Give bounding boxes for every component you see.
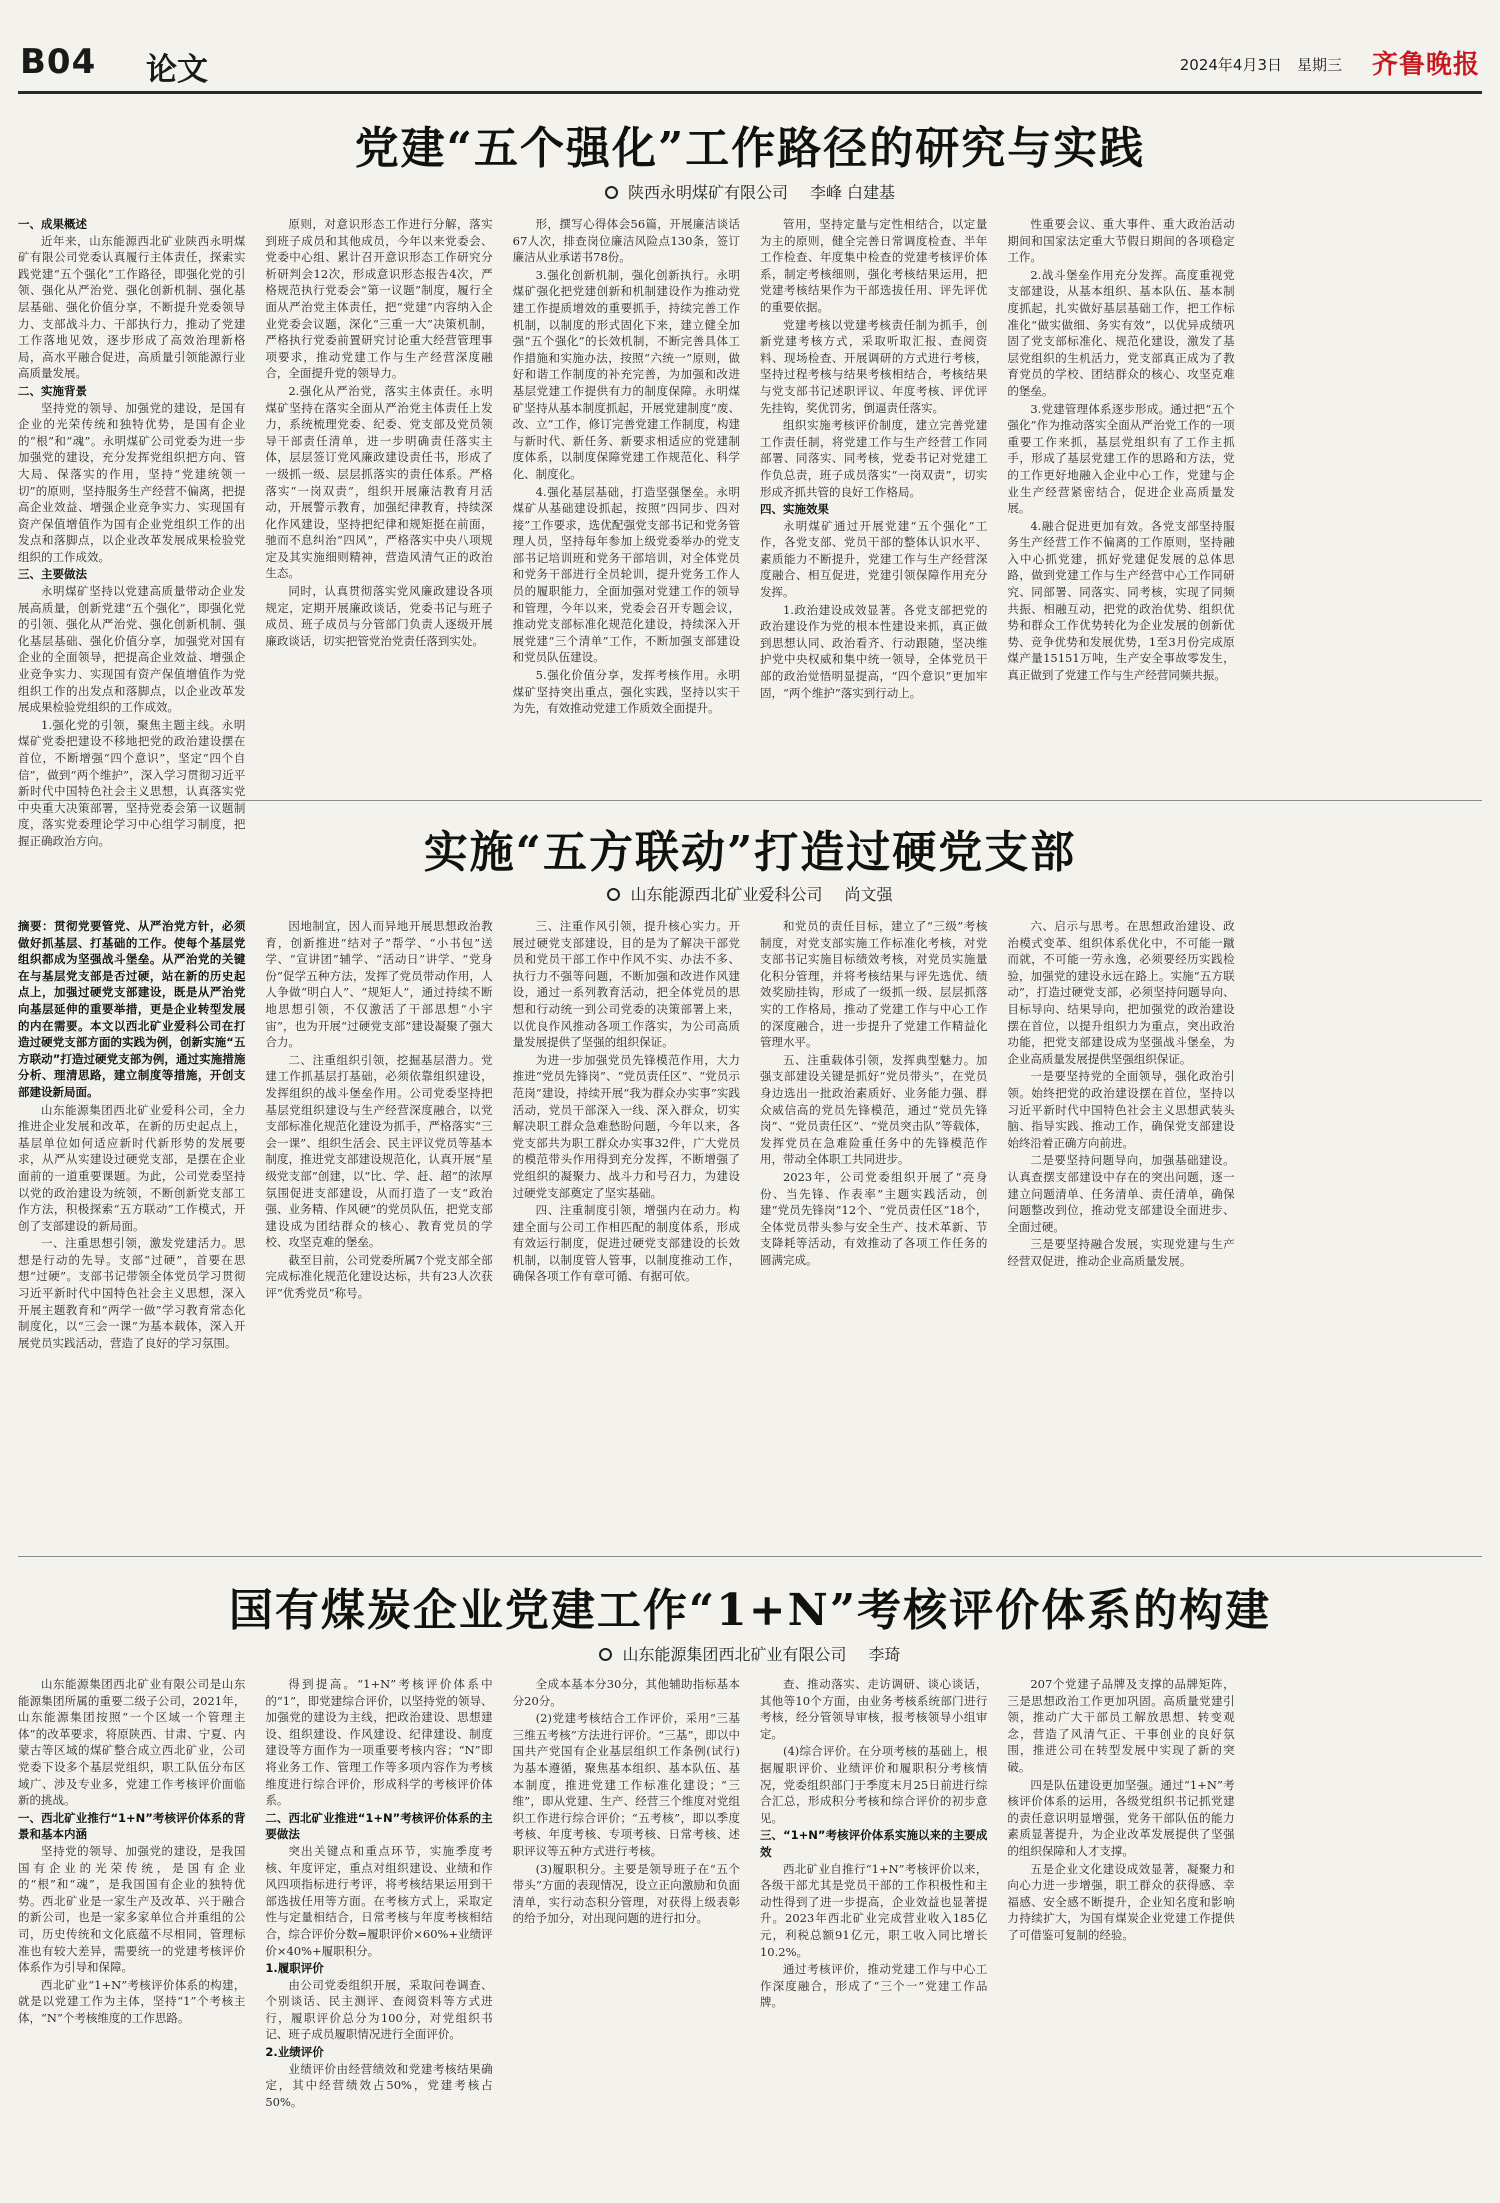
body-paragraph: 1.政治建设成效显著。各党支部把党的政治建设作为党的根本性建设来抓，真正做到思想认同、政治看齐、行动跟随，坚决维护党中央权威和集中统一领导，全体党员干部的政治觉悟明显提高，“四个意识”更加牢固，“两个维护”落实到行动上。 bbox=[759, 602, 988, 700]
body-paragraph: 四、注重制度引领，增强内在动力。构建全面与公司工作相匹配的制度体系，形成有效运行制度，促进过硬党支部建设的长效机制，以制度管人管事，以制度推动工作，确保各项工作有章可循、有据可依。 bbox=[512, 1203, 740, 1284]
text-column bbox=[265, 1676, 492, 2188]
byline-authors: 李峰 白建基 bbox=[809, 183, 896, 202]
body-paragraph: 坚持党的领导、加强党的建设，是我国国有企业的光荣传统，是国有企业的“根”和“魂”，是我国国有企业的独特优势。西北矿业是一家生产及改革、兴于融合的新公司，也是一家多家单位合并重组的公司，历史传统和文化底蕴不尽相同，管理标准也有较大差异，需要统一的党建考核评价体系作为引导和保障。 bbox=[18, 1843, 246, 1975]
section-heading: 1.履职评价 bbox=[265, 1961, 324, 1976]
text-column bbox=[513, 918, 740, 1544]
text-column bbox=[760, 918, 987, 1544]
issue-weekday: 星期三 bbox=[1296, 56, 1342, 74]
article-headline: 国有煤炭企业党建工作“1+N”考核评价体系的构建 bbox=[228, 1585, 1272, 1636]
body-paragraph: 和党员的责任目标，建立了“三级”考核制度，对党支部实施工作标准化考核，对党支部书记实施目标绩效考核，对党员实施量化积分管理，并将考核结果与评先选优、绩效奖励挂钩，形成了一级抓一级、层层抓落实的工作格局，推动了党建工作与中心工作的深度融合，进一步提升了党建工作精益化管理水平。 bbox=[759, 919, 988, 1050]
body-paragraph: 管用，坚持定量与定性相结合，以定量为主的原则，健全完善日常调度检查、半年工作检查、年度集中检查的党建考核评价体系，制定考核细则，强化考核结果运用，把党建考核结果作为干部选拔任用、评先评优的重要依据。 bbox=[759, 217, 988, 314]
text-column bbox=[513, 1676, 740, 2188]
body-paragraph: 4.融合促进更加有效。各党支部坚持服务生产经营工作不偏离的工作原则，坚持融入中心抓党建，抓好党建促发展的总体思路，做到党建工作与生产经营中心工作同研究、同部署、同落实、同考核，实现了同频共振、相融互动，把党的政治优势、组织优势和群众工作优势转化为企业发展的创新优势、竞争优势和发展优势，1至3月份完成原煤产量15151万吨，生产安全事故零发生，真正做到了党建工作与生产经营同频共振。 bbox=[1007, 518, 1235, 683]
article-body bbox=[18, 216, 1482, 848]
body-paragraph: 查、推动落实、走访调研、谈心谈话，其他等10个方面，由业务考核系统部门进行考核，经分管领导审核，报考核领导小组审定。 bbox=[759, 1677, 988, 1741]
body-paragraph: 形，撰写心得体会56篇，开展廉洁谈话67人次，排查岗位廉洁风险点130条，签订廉洁从业承诺书78份。 bbox=[512, 217, 740, 265]
text-column bbox=[513, 216, 740, 851]
body-paragraph: 207个党建子品牌及支撑的品牌矩阵，三是思想政治工作更加巩固。高质量党建引领，推动广大干部员工解放思想、转变观念，营造了风清气正、干事创业的良好氛围，推进公司在转型发展中实现了新的突破。 bbox=[1007, 1677, 1235, 1774]
body-paragraph: 四是队伍建设更加坚强。通过“1+N”考核评价体系的运用，各级党组织书记抓党建的责任意识明显增强，党务干部队伍的能力素质显著提升，为企业改革发展提供了坚强的组织保障和人才支撑。 bbox=[1007, 1777, 1235, 1858]
article-body bbox=[18, 918, 1482, 1544]
text-column bbox=[760, 1676, 987, 2188]
body-paragraph: 全成本基本分30分，其他辅助指标基本分20分。 bbox=[512, 1677, 740, 1708]
body-paragraph: 3.强化创新机制，强化创新执行。永明煤矿强化把党建创新和机制建设作为推动党建工作提质增效的重要抓手，持续完善工作机制，以制度的形式固化下来，建立健全加强“五个强化”的长效机制，不断完善具体工作措施和实施办法，按照“六统一”原则，做好和谐工作制度的补充完善，为加强和改进基层党建工作提供有力的制度保障。永明煤矿坚持从基本制度抓起，开展党建制度“废、改、立”工作，修订完善党建工作制度，构建与新时代、新任务、新要求相适应的党建制度体系，以制度保障党建工作规范化、科学化、制度化。 bbox=[512, 267, 740, 481]
article-3 bbox=[18, 1574, 1482, 2192]
text-column bbox=[760, 216, 987, 851]
body-paragraph: 山东能源集团西北矿业爱科公司，全力推进企业发展和改革，在新的历史起点上，基层单位如何适应新时代新形势的发展要求，从严从实建设过硬党支部，是摆在企业面前的一道重要课题。为此，公司党委坚持以党的政治建设为统领，不断创新党支部工作方法，积极探索“五方联动”工作模式，开创了支部建设的新局面。 bbox=[18, 1102, 246, 1233]
body-paragraph: 五是企业文化建设成效显著，凝聚力和向心力进一步增强，职工群众的获得感、幸福感、安全感不断提升，企业知名度和影响力持续扩大，为国有煤炭企业党建工作提供了可借鉴可复制的经验。 bbox=[1007, 1861, 1235, 1942]
body-paragraph: 西北矿业“1+N”考核评价体系的构建，就是以党建工作为主体，坚持“1”个考核主体，“N”个考核维度的工作思路。 bbox=[18, 1977, 246, 2025]
body-paragraph: 4.强化基层基础，打造坚强堡垒。永明煤矿从基础建设抓起，按照“四同步、四对接”工作要求，选优配强党支部书记和党务管理人员，坚持每年参加上级党委举办的党支部书记培训班和党务干部培训，对全体党员和党务干部进行全员轮训，提升党务工作人员的履职能力，全面加强对党建工作的领导和管理，今年以来，党委会召开专题会议，推动党支部标准化规范化建设，持续深入开展党建“三个清单”工作，不断加强支部建设和党员队伍建设。 bbox=[512, 484, 740, 665]
text-column bbox=[265, 216, 492, 851]
body-paragraph: 截至目前，公司党委所属7个党支部全部完成标准化规范化建设达标，共有23人次获评“优秀党员”称号。 bbox=[265, 1252, 493, 1301]
section-heading: 一、成果概述 bbox=[18, 217, 87, 231]
body-paragraph: 1.强化党的引领，聚焦主题主线。永明煤矿党委把建设不移地把党的政治建设摆在首位，不断增强“四个意识”，坚定“四个自信”，做到“两个维护”，深入学习贯彻习近平新时代中国特色社会主义思想，认真落实党中央重大决策部署，坚持党委会第一议题制度，落实党委理论学习中心组学习制度，把握正确政治方向。 bbox=[18, 717, 246, 848]
body-paragraph: 通过考核评价，推动党建工作与中心工作深度融合，形成了“三个一”党建工作品牌。 bbox=[759, 1962, 988, 2010]
section-heading: 三、“1+N”考核评价体系实施以来的主要成效 bbox=[759, 1828, 988, 1859]
byline-circle-icon bbox=[599, 1648, 612, 1661]
body-paragraph: 二、注重组织引领，挖掘基层潜力。党建工作抓基层打基础，必须依靠组织建设，发挥组织的战斗堡垒作用。公司党委坚持把基层党组织建设与生产经营深度融合，以党支部标准化规范化建设为抓手，严格落实“三会一课”、组织生活会、民主评议党员等基本制度，推进党支部建设规范化，认真开展“星级党支部”创建，以“比、学、赶、超”的浓厚氛围促进支部建设，从而打造了一支“政治强、业务精、作风硬”的党员队伍，把党支部建设成为团结群众的核心、教育党员的学校、攻坚克难的堡垒。 bbox=[265, 1052, 493, 1250]
text-column bbox=[1007, 918, 1234, 1544]
body-paragraph: 2.强化从严治党，落实主体责任。永明煤矿坚持在落实全面从严治党主体责任上发力，系统梳理党委、纪委、党支部及党员领导干部责任清单，进一步明确责任落实主体，层层签订党风廉政建设责任书，形成了一级抓一级、层层抓落实的责任体系。严格落实“一岗双责”，组织开展廉洁教育月活动，开展警示教育，加强纪律教育，持续深化作风建设，坚持把纪律和规矩挺在前面，驰而不息纠治“四风”，严格落实中央八项规定及其实施细则精神，营造风清气正的政治生态。 bbox=[265, 383, 493, 581]
body-paragraph: 一是要坚持党的全面领导，强化政治引领。始终把党的政治建设摆在首位，坚持以习近平新时代中国特色社会主义思想武装头脑、指导实践、推动工作，确保党支部建设始终沿着正确方向前进。 bbox=[1007, 1069, 1235, 1150]
body-paragraph: 二是要坚持问题导向，加强基础建设。认真查摆支部建设中存在的突出问题，逐一建立问题清单、任务清单、责任清单，确保问题整改到位，推动党支部建设全面进步、全面过硬。 bbox=[1007, 1153, 1235, 1234]
body-paragraph: 为进一步加强党员先锋模范作用，大力推进“党员先锋岗”、“党员责任区”、“党员示范岗”建设，持续开展“我为群众办实事”实践活动，党员干部深入一线、深入群众，切实解决职工群众急难愁盼问题，今年以来，各党支部共为职工群众办实事32件，广大党员的模范带头作用得到充分发挥，不断增强了党组织的凝聚力、战斗力和号召力，为建设过硬党支部奠定了坚实基础。 bbox=[512, 1052, 740, 1200]
article-2 bbox=[18, 812, 1482, 1550]
body-paragraph: 坚持党的领导、加强党的建设，是国有企业的光荣传统和独特优势，是国有企业的“根”和“魂”。永明煤矿公司党委为进一步加强党的建设，充分发挥党组织把方向、管大局、保落实的作用，坚持“党建统领一切”的原则，坚持服务生产经营不偏离，把提高企业效益、增强企业竞争实力、实现国有资产保值增值作为国有企业党组织工作的出发点和落脚点，以企业改革发展成果检验党组织的工作成效。 bbox=[18, 400, 246, 564]
article-headline: 党建“五个强化”工作路径的研究与实践 bbox=[354, 123, 1146, 174]
body-paragraph: 由公司党委组织开展，采取问卷调查、个别谈话、民主测评、查阅资料等方式进行，履职评价总分为100分，对党组织书记、班子成员履职情况进行全面评价。 bbox=[265, 1977, 493, 2042]
body-paragraph: 因地制宜，因人而异地开展思想政治教育，创新推进“结对子”帮学、“小书包”送学、“宣讲团”辅学、“活动日”讲学、“党身份”促学五种方法，发挥了党员带动作用，人人争做“明白人”、“规矩人”，通过持续不断地思想引领，不仅激活了干部思想“小宇宙”，也为开展“过硬党支部”建设凝聚了强大合力。 bbox=[265, 919, 493, 1050]
page-masthead bbox=[18, 38, 1482, 94]
byline-authors: 尚文强 bbox=[844, 885, 893, 904]
text-column bbox=[18, 216, 245, 851]
text-column bbox=[18, 918, 245, 1544]
body-paragraph: 三是要坚持融合发展，实现党建与生产经营双促进，推动企业高质量发展。 bbox=[1007, 1237, 1235, 1268]
text-column bbox=[1255, 216, 1482, 851]
body-paragraph: 2023年，公司党委组织开展了“亮身份、当先锋、作表率”主题实践活动，创建“党员先锋岗”12个、“党员责任区”18个，全体党员带头参与安全生产、技术革新、节支降耗等活动，有效推动了各项工作任务的圆满完成。 bbox=[759, 1169, 988, 1267]
section-heading: 二、西北矿业推进“1+N”考核评价体系的主要做法 bbox=[265, 1810, 493, 1842]
section-name: 论文 bbox=[146, 52, 208, 88]
body-paragraph: 2.战斗堡垒作用充分发挥。高度重视党支部建设，从基本组织、基本队伍、基本制度抓起，扎实做好基层基础工作，把工作标准化“做实做细、务实有效”，以优异成绩巩固了党支部标准化、规范化建设，激发了基层党组织的生机活力，党支部真正成为了教育党员的学校、团结群众的核心、攻坚克难的堡垒。 bbox=[1007, 267, 1235, 398]
body-paragraph: 原则，对意识形态工作进行分解，落实到班子成员和其他成员，今年以来党委会、党委中心组、累计召开意识形态工作研究分析研判会12次，形成意识形态报告4次，严格规范执行党委会“第一议题”制度，履行全面从严治党主体责任，把“党建”内容纳入企业党委会议题，深化“三重一大”决策机制，严格执行党委前置研究讨论重大经营管理事项要求，推动党建工作与生产经营深度融合，全面提升党的领导力。 bbox=[265, 217, 493, 381]
section-heading: 三、主要做法 bbox=[18, 567, 87, 582]
byline-org: 山东能源西北矿业爱科公司 bbox=[630, 885, 823, 904]
text-column bbox=[1255, 918, 1482, 1544]
body-paragraph: (4)综合评价。在分项考核的基础上，根据履职评价、业绩评价和履职积分考核情况，党委组织部门于季度末月25日前进行综合汇总，形成积分考核和综合评价的初步意见。 bbox=[759, 1744, 988, 1825]
section-divider bbox=[18, 800, 1482, 801]
section-heading: 四、实施效果 bbox=[759, 502, 829, 517]
text-column bbox=[18, 1676, 245, 2188]
body-paragraph: 三、注重作风引领，提升核心实力。开展过硬党支部建设，目的是为了解决干部党员和党员干部工作中作风不实、办法不多、执行力不强等问题，不断加强和改进作风建设，通过一系列教育活动，把全体党员的思想和行动统一到公司党委的决策部署上来，以优良作风推动各项工作落实，为公司高质量发展提供了坚强的组织保证。 bbox=[512, 919, 740, 1050]
body-paragraph: (2)党建考核结合工作评价，采用“三基三维五考核”方法进行评价。“三基”，即以中国共产党国有企业基层组织工作条例(试行)为基本遵循，聚焦基本组织、基本队伍、基本制度，推进党建工作标准化建设；“三维”，即从党建、生产、经营三个维度对党组织工作进行综合评价；“五考核”，即以季度考核、年度考核、专项考核、日常考核、述职评议等五种方式进行考核。 bbox=[512, 1711, 740, 1858]
byline-circle-icon bbox=[605, 186, 618, 199]
body-paragraph: (3)履职积分。主要是领导班子在“五个带头”方面的表现情况，设立正向激励和负面清单，实行动态积分管理，对获得上级表彰的给予加分，对出现问题的进行扣分。 bbox=[512, 1861, 740, 1926]
body-paragraph: 永明煤矿通过开展党建“五个强化”工作，各党支部、党员干部的整体认识水平、素质能力不断提升，党建工作与生产经营深度融合、相互促进，党建引领保障作用充分发挥。 bbox=[759, 518, 988, 600]
body-paragraph: 近年来，山东能源西北矿业陕西永明煤矿有限公司党委认真履行主体责任，探索实践党建“五个强化”工作路径，即强化党的引领、强化从严治党、强化创新机制、强化基层基础、强化价值分享，不断提升党委领导力、支部战斗力、干部执行力，推动了党建工作落地见效，逐步形成了高效治理新格局，高水平融合促进，高质量引领能源行业高质量发展。 bbox=[18, 233, 246, 381]
article-byline bbox=[18, 1642, 1482, 1665]
body-paragraph: 永明煤矿坚持以党建高质量带动企业发展高质量，创新党建“五个强化”，即强化党的引领、强化从严治党、强化创新机制、强化基层基础、强化价值分享，加强党对国有企业的全面领导，把提高企业效益、增强企业竞争实力、实现国有资产保值增值作为党组织工作的出发点和落脚点，以企业改革发展成果检验党组织的工作成效。 bbox=[18, 584, 246, 715]
page-number: B04 bbox=[20, 42, 97, 82]
body-paragraph: 性重要会议、重大事件、重大政治活动期间和国家法定重大节假日期间的各项稳定工作。 bbox=[1007, 217, 1235, 265]
text-column bbox=[1255, 1676, 1482, 2188]
body-paragraph: 五、注重载体引领，发挥典型魅力。加强支部建设关键是抓好“党员带头”，在党员身边选出一批政治素质好、业务能力强、群众威信高的党员先锋模范，通过“党员先锋岗”、“党员责任区”、“党员突击队”等载体，发挥党员在急难险重任务中的先锋模范作用，带动全体职工共同进步。 bbox=[759, 1052, 988, 1167]
body-paragraph: 六、启示与思考。在思想政治建设、政治模式变革、组织体系优化中，不可能一蹴而就，不可能一劳永逸，必须要经历实践检验，加强党的建设永远在路上。实施“五方联动”，打造过硬党支部，必须坚持问题导向、目标导向、结果导向，把加强党的政治建设摆在首位，以提升组织力为重点，突出政治功能，把党支部建设成为坚强战斗堡垒，为企业高质量发展提供坚强组织保证。 bbox=[1007, 919, 1235, 1066]
text-column bbox=[265, 918, 492, 1544]
body-paragraph: 业绩评价由经营绩效和党建考核结果确定，其中经营绩效占50%，党建考核占50%。 bbox=[265, 2061, 493, 2109]
newspaper-logo: 齐鲁晚报 bbox=[1371, 50, 1480, 80]
section-heading: 一、西北矿业推行“1+N”考核评价体系的背景和基本内涵 bbox=[18, 1810, 246, 1842]
article-body bbox=[18, 1676, 1482, 2188]
byline-org: 山东能源集团西北矿业有限公司 bbox=[622, 1645, 847, 1664]
body-paragraph: 西北矿业自推行“1+N”考核评价以来，各级干部尤其是党员干部的工作积极性和主动性得到了进一步提高，企业效益也显著提升。2023年西北矿业完成营业收入185亿元，利税总额91亿元，职工收入同比增长10.2%。 bbox=[759, 1861, 988, 1959]
section-heading: 二、实施背景 bbox=[18, 383, 87, 398]
body-paragraph: 突出关键点和重点环节，实施季度考核、年度评定，重点对组织建设、业绩和作风四项指标进行考评，将考核结果运用到干部选拔任用等方面。在考核方式上，采取定性与定量相结合，日常考核与年度考核相结合，综合评价分数=履职评价×60%+业绩评价×40%+履职积分。 bbox=[265, 1843, 493, 1958]
body-paragraph: 一、注重思想引领，激发党建活力。思想是行动的先导。支部“过硬”，首要在思想“过硬”。支部书记带领全体党员学习贯彻习近平新时代中国特色社会主义思想，深入开展主题教育和“两学一做”学习教育常态化制度化，以“三会一课”为基本载体，深入开展党员实践活动，营造了良好的学习氛围。 bbox=[18, 1236, 246, 1350]
article-byline bbox=[18, 882, 1482, 905]
body-paragraph: 山东能源集团西北矿业有限公司是山东能源集团所属的重要二级子公司，2021年，山东能源集团按照“一个区域一个管理主体”的改革要求，将原陕西、甘肃、宁夏、内蒙古等区域的煤矿整合成立西北矿业，公司党委下设多个基层党组织，职工队伍分布区域广、涉及专业多，党建工作考核评价面临新的挑战。 bbox=[18, 1677, 246, 1808]
article-headline: 实施“五方联动”打造过硬党支部 bbox=[423, 827, 1077, 878]
issue-date: 2024年4月3日 bbox=[1179, 56, 1282, 74]
byline-authors: 李琦 bbox=[868, 1645, 901, 1664]
byline-org: 陕西永明煤矿有限公司 bbox=[627, 183, 788, 202]
body-paragraph: 组织实施考核评价制度，建立完善党建工作责任制，将党建工作与生产经营工作同部署、同落实、同考核，党委书记对党建工作负总责，班子成员落实“一岗双责”，切实形成齐抓共管的良好工作格局。 bbox=[759, 418, 988, 499]
text-column bbox=[1007, 1676, 1234, 2188]
body-paragraph: 得到提高。“1+N”考核评价体系中的“1”，即党建综合评价，以坚持党的领导、加强党的建设为主线，把政治建设、思想建设、组织建设、作风建设、纪律建设、制度建设等方面作为一项重要考核内容；“N”即将业务工作、管理工作等多项内容作为考核维度进行综合评价，形成科学的考核评价体系。 bbox=[265, 1677, 493, 1808]
body-paragraph: 5.强化价值分享，发挥考核作用。永明煤矿坚持突出重点，强化实践，坚持以实干为先，有效推动党建工作质效全面提升。 bbox=[512, 668, 740, 716]
body-paragraph: 同时，认真贯彻落实党风廉政建设各项规定，定期开展廉政谈话，党委书记与班子成员、班子成员与分管部门负责人逐级开展廉政谈话，切实把管党治党责任落到实处。 bbox=[265, 584, 493, 648]
abstract-paragraph: 摘要：贯彻党要管党、从严治党方针，必须做好抓基层、打基础的工作。使每个基层党组织都成为坚强战斗堡垒。从严治党的关键在与基层党支部是否过硬，站在新的历史起点上，加强过硬党支部建设，既是从严治党向基层延伸的重要举措，更是企业转型发展的内在需要。本文以西北矿业爱科公司在打造过硬党支部方面的实践为例，创新实施“五方联动”打造过硬党支部为例，通过实施措施分析、理清思路，建立制度等措施，开创支部建设新局面。 bbox=[18, 919, 246, 1099]
article-1 bbox=[18, 104, 1482, 848]
section-heading: 2.业绩评价 bbox=[265, 2045, 324, 2060]
section-divider bbox=[18, 1556, 1482, 1557]
article-byline bbox=[18, 180, 1482, 203]
byline-circle-icon bbox=[607, 888, 620, 901]
body-paragraph: 党建考核以党建考核责任制为抓手，创新党建考核方式，采取听取汇报、查阅资料、现场检查、开展调研的方式进行考核，坚持过程考核与结果考核相结合，考核结果与党支部书记述职评议、年度考核、评优评先挂钩，奖优罚劣，倒逼责任落实。 bbox=[759, 317, 988, 415]
text-column bbox=[1007, 216, 1234, 851]
body-paragraph: 3.党建管理体系逐步形成。通过把“五个强化”作为推动落实全面从严治党工作的一项重要工作来抓，基层党组织有了工作主抓手，形成了基层党建工作的思路和方法，党的工作更好地融入企业中心工作，党建与企业生产经营紧密结合，促进企业高质量发展。 bbox=[1007, 401, 1235, 516]
